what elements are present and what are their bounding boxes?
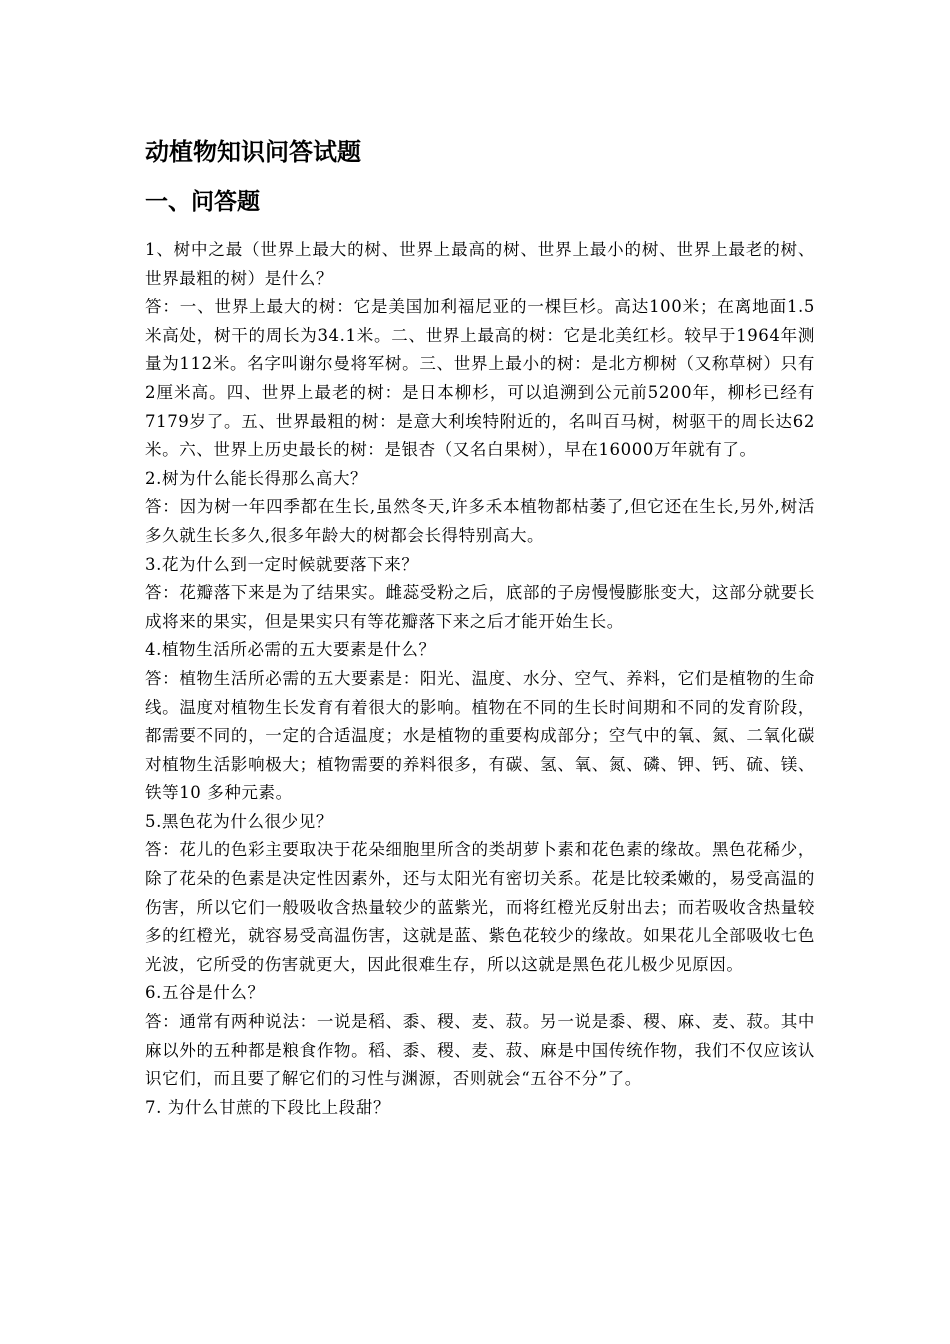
document-page <box>145 132 815 1122</box>
question-4: 4.植物生活所必需的五大要素是什么？ <box>145 640 436 660</box>
answer-1: 答：一、世界上最大的树：它是美国加利福尼亚的一棵巨杉。高达100米；在离地面1.5米高处，树干的周长为34.1米。二、世界上最高的树：它是北美红杉。较早于1964年测量为112米。名字叫谢尔曼将军树。三、世界上最小的树：是北方柳树（又称草树）只有2厘米高。四、世界上最老的树：是日本柳杉，可以追溯到公元前5200年，柳杉已经有7179岁了。五、世界最粗的树：是意大利埃特附近的，名叫百马树，树驱干的周长达62米。六、世界上历史最长的树：是银杏（又名白果树），早在16000万年就有了。 <box>145 297 815 460</box>
question-6: 6.五谷是什么？ <box>145 983 265 1003</box>
answer-6: 答：通常有两种说法：一说是稻、黍、稷、麦、菽。另一说是黍、稷、麻、麦、菽。其中麻以外的五种都是粮食作物。稻、黍、稷、麦、菽、麻是中国传统作物，我们不仅应该认识它们，而且要了解它们的习性与渊源，否则就会“五谷不分”了。 <box>145 1012 815 1089</box>
qa-list <box>145 236 815 1122</box>
answer-5: 答：花儿的色彩主要取决于花朵细胞里所含的类胡萝卜素和花色素的缘故。黑色花稀少，除了花朵的色素是决定性因素外，还与太阳光有密切关系。花是比较柔嫩的，易受高温的伤害，所以它们一般吸收含热量较少的蓝紫光，而将红橙光反射出去；而若吸收含热量较多的红橙光，就容易受高温伤害，这就是蓝、紫色花较少的缘故。如果花儿全部吸收七色光波，它所受的伤害就更大，因此很难生存，所以这就是黑色花儿极少见原因。 <box>145 840 815 974</box>
answer-3: 答：花瓣落下来是为了结果实。雌蕊受粉之后，底部的子房慢慢膨胀变大，这部分就要长成将来的果实，但是果实只有等花瓣落下来之后才能开始生长。 <box>145 583 815 631</box>
question-2: 2.树为什么能长得那么高大？ <box>145 468 368 488</box>
answer-2: 答：因为树一年四季都在生长,虽然冬天,许多禾本植物都枯萎了,但它还在生长,另外,树活多久就生长多久,很多年龄大的树都会长得特别高大。 <box>145 497 815 545</box>
section-heading: 一、问答题 <box>145 189 260 215</box>
question-1: 1、树中之最（世界上最大的树、世界上最高的树、世界上最小的树、世界上最老的树、世界最粗的树）是什么？ <box>145 240 815 288</box>
question-3: 3.花为什么到一定时候就要落下来？ <box>145 554 419 574</box>
question-5: 5.黑色花为什么很少见？ <box>145 811 333 831</box>
question-7: 7. 为什么甘蔗的下段比上段甜？ <box>145 1097 391 1117</box>
document-title: 动植物知识问答试题 <box>145 138 361 166</box>
answer-4: 答：植物生活所必需的五大要素是：阳光、温度、水分、空气、养料，它们是植物的生命线。温度对植物生长发育有着很大的影响。植物在不同的生长时间期和不同的发育阶段，都需要不同的，一定的合适温度；水是植物的重要构成部分；空气中的氧、氮、二氧化碳对植物生活影响极大；植物需要的养料很多，有碳、氢、氧、氮、磷、钾、钙、硫、镁、铁等10 多种元素。 <box>145 668 815 803</box>
